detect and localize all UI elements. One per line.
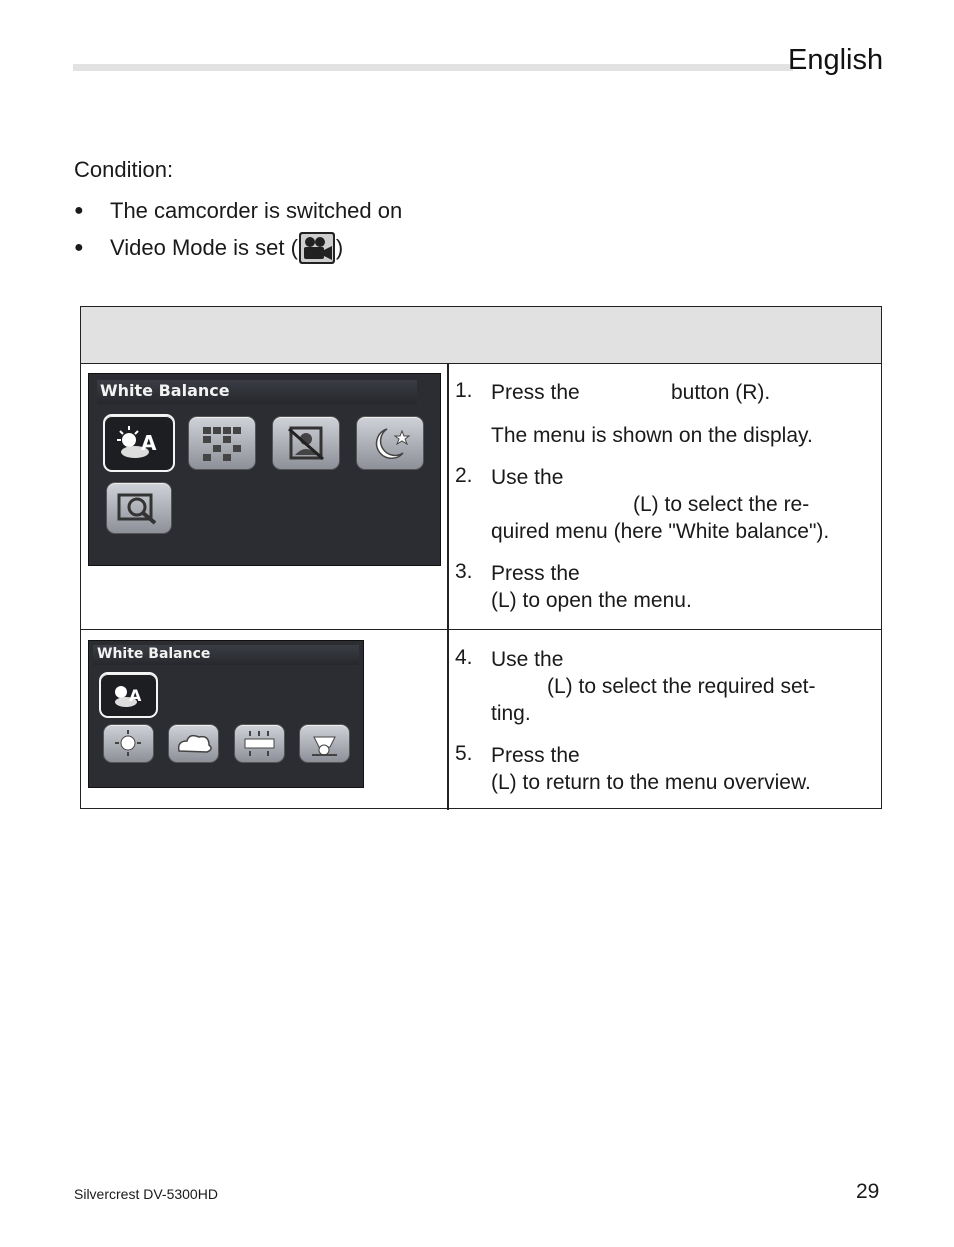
scene-grid-icon	[188, 416, 256, 470]
bullet-icon: ●	[74, 239, 84, 256]
step-text: Press the	[491, 744, 580, 767]
step-note: The menu is shown on the display.	[491, 424, 813, 447]
step-text: button (R).	[671, 381, 771, 404]
step-text: (L) to return to the menu overview.	[491, 771, 811, 794]
condition-text: The camcorder is switched on	[110, 198, 403, 223]
step-number: 1.	[455, 379, 473, 402]
white-balance-auto-icon	[99, 672, 158, 718]
step-text: Use the	[491, 466, 564, 489]
no-flash-portrait-icon	[272, 416, 340, 470]
daylight-icon	[103, 724, 154, 763]
night-mode-icon	[356, 416, 424, 470]
condition-item	[74, 198, 402, 224]
step-text: ting.	[491, 702, 531, 725]
fluorescent-icon	[234, 724, 285, 763]
step-text: Use the	[491, 648, 564, 671]
condition-label: Condition:	[74, 157, 174, 182]
page-number: 29	[856, 1180, 880, 1203]
step-number: 4.	[455, 646, 473, 669]
step-number: 3.	[455, 560, 473, 583]
step-text: quired menu (here "White balance").	[491, 520, 830, 543]
svg-text:A: A	[141, 431, 157, 455]
menu-screen-white-balance	[88, 640, 364, 788]
condition-text-end: )	[335, 235, 344, 260]
screen-title: White Balance	[100, 381, 230, 400]
svg-text:A: A	[129, 686, 142, 705]
column-divider	[447, 363, 449, 810]
condition-item	[74, 232, 343, 264]
bullet-icon: ●	[74, 202, 84, 219]
step-text: (L) to open the menu.	[491, 589, 692, 612]
cloudy-icon	[168, 724, 219, 763]
instruction-table	[80, 306, 882, 809]
condition-text: Video Mode is set (	[110, 235, 298, 260]
step-number: 5.	[455, 742, 473, 765]
step-text: (L) to select the re-	[633, 493, 810, 516]
table-header	[81, 307, 881, 364]
screen-title: White Balance	[97, 646, 211, 662]
tungsten-lamp-icon	[299, 724, 350, 763]
menu-screen-overview	[88, 373, 441, 566]
header-rule	[73, 64, 793, 71]
step-text: Press the	[491, 562, 580, 585]
zoom-search-icon	[106, 482, 172, 534]
footer-model: Silvercrest DV-5300HD	[74, 1186, 218, 1202]
step-number: 2.	[455, 464, 473, 487]
step-text: (L) to select the required set-	[547, 675, 816, 698]
step-text: Press the	[491, 381, 580, 404]
language-label: English	[788, 44, 884, 76]
video-camera-icon	[299, 232, 335, 264]
white-balance-auto-icon	[103, 414, 175, 472]
